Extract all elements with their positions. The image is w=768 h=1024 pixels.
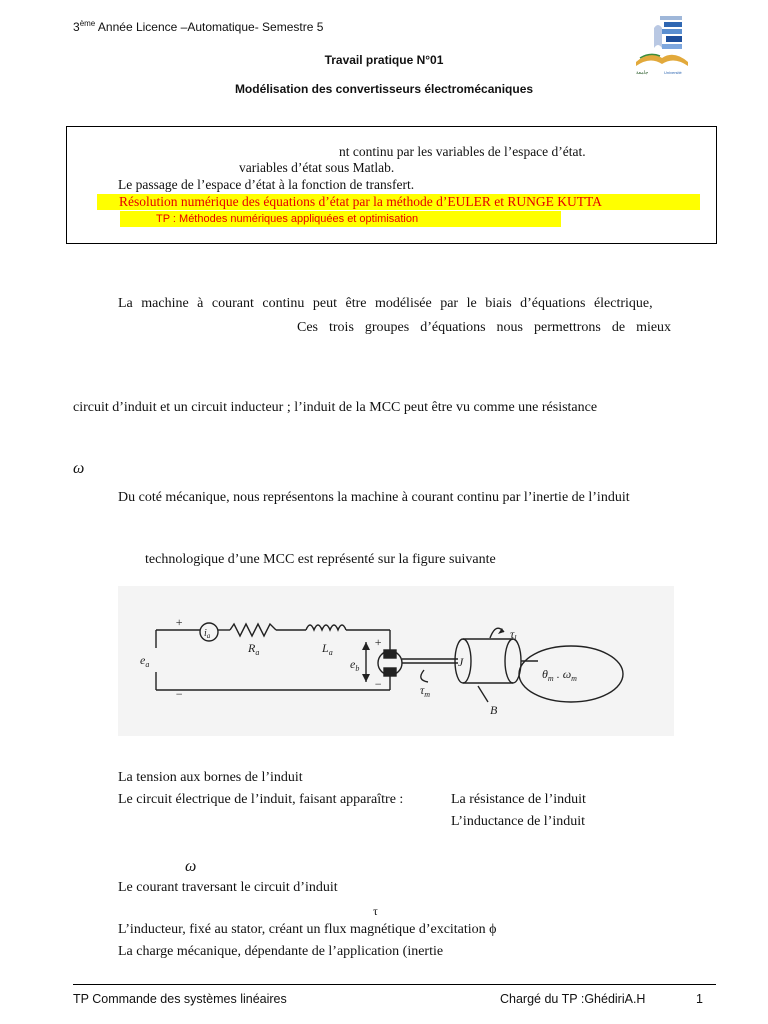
tau-m-label: τ [420,683,425,697]
header-sup: ème [79,19,96,28]
minus-bottom-label: − [175,687,184,701]
paragraph-4: Du coté mécanique, nous représentons la machine à courant continu par l’inertie de l’induit [118,490,630,505]
dc-motor-diagram [118,586,674,736]
objective-3: Le passage de l’espace d’état à la fonction de transfert. [118,177,415,192]
minus-motor-label: − [374,677,383,691]
ia-label: i [204,628,207,639]
omega-sub: m [571,674,577,683]
la-sub: a [328,648,333,657]
tp-title: Travail pratique N°01 [324,53,444,67]
friction-label: B [490,703,498,717]
omega-symbol-2: ω [185,858,197,875]
ia-sub: a [206,632,211,640]
course-header [73,19,323,34]
list-item-inductance: L’inductance de l’induit [451,814,585,829]
objective-5-highlighted [120,211,561,227]
omega-label: ω [562,667,572,681]
eb-label: e [350,657,356,671]
page-number: 1 [696,992,703,1006]
theta-dot: . [553,667,563,681]
list-item-resistance: La résistance de l’induit [451,792,586,807]
eb-sub: b [355,664,360,673]
ra-sub: a [255,648,260,657]
tau-m-sub: m [424,690,431,699]
objective-4-text: Résolution numérique des équations d’état par la méthode d’EULER et RUNGE KUTTA [119,194,602,209]
objective-1: nt continu par les variables de l’espace d’état. [339,144,586,159]
list-item-inductor: L’inducteur, fixé au stator, créant un flux magnétique d’excitation ϕ [118,922,497,937]
ea-label: e [140,653,146,667]
list-item-armature-current: Le courant traversant le circuit d’induit [118,880,338,895]
theta-label: θ [542,667,548,681]
header-rest: Année Licence –Automatique- Semestre 5 [95,20,324,34]
header-year: 3 [73,20,80,34]
omega-symbol: ω [73,460,85,477]
ea-sub: a [145,660,150,669]
paragraph-3: circuit d’induit et un circuit inducteur ; l’induit de la MCC peut être vu comme une résistance [73,400,598,415]
objective-4-highlighted [97,194,700,210]
svg-text:ﺟﺎﻣﻌﺔ: ﺟﺎﻣﻌﺔ [636,70,649,76]
theta-sub: m [547,674,554,683]
objective-5-text: TP : Méthodes numériques appliquées et optimisation [156,213,419,225]
la-label: L [322,641,329,655]
plus-top-label: + [175,615,184,629]
paragraph-1: La machine à courant continu peut être modélisée par le biais d’équations électrique, [118,296,653,311]
svg-text:Université: Université [664,70,682,75]
inertia-label: J [458,655,464,669]
list-item-armature-circuit: Le circuit électrique de l’induit, faisant apparaître : [118,792,404,807]
tp-subtitle: Modélisation des convertisseurs électromécaniques [234,82,534,96]
objective-2: variables d’état sous Matlab. [239,160,395,175]
footer-course: TP Commande des systèmes linéaires [73,992,287,1006]
list-item-armature-voltage: La tension aux bornes de l’induit [118,770,303,785]
tau-symbol: τ [373,904,378,918]
ra-label: R [248,641,256,655]
footer-instructor: Chargé du TP :GhédiriA.H [500,992,646,1006]
list-item-mechanical-load: La charge mécanique, dépendante de l’application (inertie [118,944,444,959]
tau-l-sub: l [514,634,517,643]
footer-divider [73,984,716,985]
paragraph-2: Ces trois groupes d’équations nous permettrons de mieux [297,320,672,335]
tau-l-label: τ [510,627,515,641]
paragraph-5: technologique d’une MCC est représenté sur la figure suivante [145,552,496,567]
plus-motor-label: + [374,635,383,649]
